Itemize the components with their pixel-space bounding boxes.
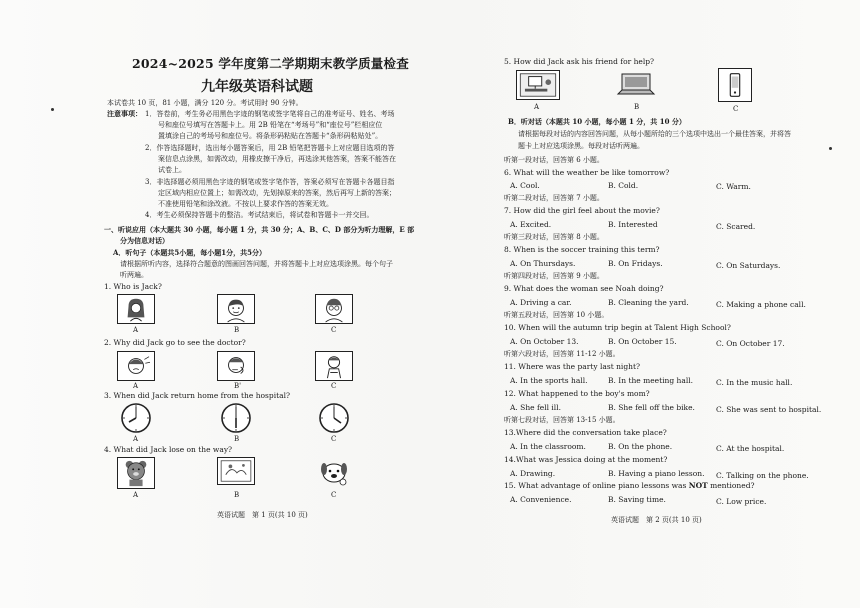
q3-option-a-clock[interactable] xyxy=(118,402,154,434)
question-3: 3. When did Jack return home from the hospital? xyxy=(104,391,291,400)
q2-option-b-picture[interactable] xyxy=(217,351,255,381)
part-b-heading: B．听对话（本题共 10 小题，每小题 1 分，共 10 分） xyxy=(508,117,686,126)
stomachache-icon xyxy=(316,352,352,380)
q1-option-b-picture[interactable] xyxy=(217,294,255,324)
q4-label-b: B xyxy=(234,491,240,499)
q3-option-b-clock[interactable] xyxy=(218,402,254,434)
boy-short-hair-icon xyxy=(218,295,254,323)
q15-option-b[interactable]: B. Saving time. xyxy=(608,495,666,504)
headache-icon xyxy=(118,352,154,380)
q2-option-a-picture[interactable] xyxy=(117,351,155,381)
q11-option-a[interactable]: A. In the sports hall. xyxy=(510,376,588,385)
q4-label-a: A xyxy=(133,491,139,499)
q2-label-a: A xyxy=(133,382,139,390)
q7-option-c[interactable]: C. Scared. xyxy=(716,222,756,231)
q10-option-b[interactable]: B. On October 15. xyxy=(608,337,677,346)
q7-option-a[interactable]: A. Excited. xyxy=(510,220,552,229)
q9-option-c[interactable]: C. Making a phone call. xyxy=(716,300,806,309)
part-a-heading: A．听句子（本题共5小题，每小题1分，共5分） xyxy=(113,248,267,257)
toy-dog-icon xyxy=(315,457,353,489)
q13-option-c[interactable]: C. At the hospital. xyxy=(716,444,785,453)
dialogue-6-label: 听第六段对话，回答第 11-12 小题。 xyxy=(504,350,620,358)
question-11: 11. Where was the party last night? xyxy=(504,362,640,371)
q4-option-a-picture[interactable] xyxy=(117,457,155,489)
q5-option-a-picture[interactable] xyxy=(516,70,560,100)
q1-option-c-picture[interactable] xyxy=(315,294,353,324)
clock-icon xyxy=(218,402,254,434)
teddy-bear-icon xyxy=(118,458,154,488)
q13-option-a[interactable]: A. In the classroom. xyxy=(510,442,586,451)
computer-desk-icon xyxy=(517,71,559,99)
q13-option-b[interactable]: B. On the phone. xyxy=(608,442,673,451)
note-line: 试卷上。 xyxy=(158,166,186,174)
q7-option-b[interactable]: B. Interested xyxy=(608,220,658,229)
toothache-icon xyxy=(218,352,254,380)
note-line: 号和座位号填写在答题卡上。用 2B 铅笔在“考场号”和“座位号”栏相应位 xyxy=(158,121,383,129)
note-line: 不准使用铅笔和涂改液。不按以上要求作答的答案无效。 xyxy=(158,200,333,208)
part-b-instructions-cont: 题卡上对应选项涂黑。每段对话听两遍。 xyxy=(518,142,644,150)
question-7: 7. How did the girl feel about the movie? xyxy=(504,206,660,215)
question-2: 2. Why did Jack go to see the doctor? xyxy=(104,338,246,347)
dialogue-5-label: 听第五段对话，回答第 10 小题。 xyxy=(504,311,609,319)
question-8: 8. When is the soccer training this term? xyxy=(504,245,660,254)
q9-option-b[interactable]: B. Cleaning the yard. xyxy=(608,298,689,307)
notes-label: 注意事项： xyxy=(107,109,142,118)
picture-card-icon xyxy=(218,458,254,484)
q15-text-end: mentioned? xyxy=(707,481,755,490)
dialogue-2-label: 听第二段对话，回答第 7 小题。 xyxy=(504,194,604,202)
q11-option-c[interactable]: C. In the music hall. xyxy=(716,378,793,387)
q3-label-b: B xyxy=(234,435,240,443)
q5-option-b-picture[interactable] xyxy=(616,70,656,100)
q14-option-b[interactable]: B. Having a piano lesson. xyxy=(608,469,705,478)
exam-subtitle: 九年级英语科试题 xyxy=(201,79,313,95)
note-line: 案信息点涂黑，如需改动，用橡皮擦干净后，再选涂其他答案，答案不能答在 xyxy=(158,155,396,163)
mobile-phone-icon xyxy=(719,69,751,101)
part-a-instructions-cont: 听两遍。 xyxy=(120,271,148,279)
question-13: 13.Where did the conversation take place? xyxy=(504,428,667,437)
q2-label-c: C xyxy=(331,382,337,390)
q11-option-b[interactable]: B. In the meeting hall. xyxy=(608,376,694,385)
part-b-instructions: 请根据每段对话的内容回答问题，从每小题所给的三个选项中选出一个最佳答案，并将答 xyxy=(518,130,791,138)
q5-label-b: B xyxy=(634,103,640,111)
q4-option-c-picture[interactable] xyxy=(315,457,353,489)
q8-option-a[interactable]: A. On Thursdays. xyxy=(510,259,576,268)
part-a-instructions: 请根据所听内容，选择符合题意的图画回答问题，并将答题卡上对应选项涂黑。每个句子 xyxy=(120,260,393,268)
q2-option-c-picture[interactable] xyxy=(315,351,353,381)
q5-option-c-picture[interactable] xyxy=(718,68,752,102)
question-4: 4. What did Jack lose on the way? xyxy=(104,445,233,454)
q8-option-c[interactable]: C. On Saturdays. xyxy=(716,261,781,270)
boy-glasses-icon xyxy=(316,295,352,323)
section-1-heading-cont: 分为信息对话） xyxy=(120,236,169,245)
q5-label-a: A xyxy=(534,103,540,111)
note-line: 3．非选择题必须用黑色字迹的钢笔或签字笔作答，答案必须写在答题卡各题目指 xyxy=(145,178,395,186)
binding-hole-mark xyxy=(829,147,832,150)
page-2 xyxy=(430,0,860,608)
note-line: 2．作答选择题时，选出每小题答案后，用 2B 铅笔把答题卡上对应题目选项的答 xyxy=(145,144,395,152)
dialogue-3-label: 听第三段对话，回答第 8 小题。 xyxy=(504,233,604,241)
q15-option-a[interactable]: A. Convenience. xyxy=(510,495,572,504)
q3-option-c-clock[interactable] xyxy=(316,402,352,434)
q8-option-b[interactable]: B. On Fridays. xyxy=(608,259,663,268)
question-5: 5. How did Jack ask his friend for help? xyxy=(504,57,655,66)
section-1-heading: 一、听说应用（本大题共 30 小题，每小题 1 分，共 30 分；A、B、C、D 部分为听力理解，E 部 xyxy=(104,225,415,234)
q14-option-a[interactable]: A. Drawing. xyxy=(510,469,556,478)
dialogue-4-label: 听第四段对话，回答第 9 小题。 xyxy=(504,272,604,280)
question-1: 1. Who is Jack? xyxy=(104,282,162,291)
q2-label-b: B' xyxy=(234,382,242,390)
question-9: 9. What does the woman see Noah doing? xyxy=(504,284,664,293)
page-1-footer: 英语试题 第 1 页(共 10 页) xyxy=(217,511,308,519)
laptop-icon xyxy=(616,70,656,100)
q15-option-c[interactable]: C. Low price. xyxy=(716,497,767,506)
q14-option-c[interactable]: C. Talking on the phone. xyxy=(716,471,809,480)
q1-option-a-picture[interactable] xyxy=(117,294,155,324)
question-14: 14.What was Jessica doing at the moment? xyxy=(504,455,668,464)
clock-icon xyxy=(118,402,154,434)
q12-option-c[interactable]: C. She was sent to hospital. xyxy=(716,405,822,414)
question-15 xyxy=(504,481,755,490)
intro-text: 本试卷共 10 页，81 小题，满分 120 分。考试用时 90 分钟。 xyxy=(107,99,303,107)
dialogue-7-label: 听第七段对话，回答第 13-15 小题。 xyxy=(504,416,620,424)
q3-label-a: A xyxy=(133,435,139,443)
q1-label-a: A xyxy=(133,326,139,334)
note-line: 4．考生必须保持答题卡的整洁。考试结束后，将试卷和答题卡一并交回。 xyxy=(145,211,374,219)
note-line: 1．答卷前，考生务必用黑色字迹的钢笔或签字笔将自己的准考证号、姓名、考场 xyxy=(145,110,395,118)
q3-label-c: C xyxy=(331,435,337,443)
q4-label-c: C xyxy=(331,491,337,499)
q6-option-c[interactable]: C. Warm. xyxy=(716,182,751,191)
question-10: 10. When will the autumn trip begin at Talent High School? xyxy=(504,323,731,332)
q10-option-a[interactable]: A. On October 13. xyxy=(510,337,579,346)
q6-option-a[interactable]: A. Cool. xyxy=(510,181,540,190)
question-12: 12. What happened to the boy's mom? xyxy=(504,389,650,398)
binding-hole-mark xyxy=(51,108,54,111)
note-line: 置填涂自己的考场号和座位号。将条形码粘贴在答题卡“条形码粘贴处”。 xyxy=(158,132,383,140)
q15-text-start: 15. What advantage of online piano lessons was xyxy=(504,481,689,490)
q1-label-c: C xyxy=(331,326,337,334)
note-line: 定区域内相应位置上；如需改动，先划掉原来的答案，然后再写上新的答案； xyxy=(158,189,396,197)
clock-icon xyxy=(316,402,352,434)
q9-option-a[interactable]: A. Driving a car. xyxy=(510,298,572,307)
q12-option-b[interactable]: B. She fell off the bike. xyxy=(608,403,695,412)
q1-label-b: B xyxy=(234,326,240,334)
q6-option-b[interactable]: B. Cold. xyxy=(608,181,639,190)
question-6: 6. What will the weather be like tomorrow? xyxy=(504,168,670,177)
q5-label-c: C xyxy=(733,105,739,113)
q12-option-a[interactable]: A. She fell ill. xyxy=(510,403,561,412)
girl-long-hair-icon xyxy=(118,295,154,323)
q10-option-c[interactable]: C. On October 17. xyxy=(716,339,785,348)
exam-title: 2024~2025 学年度第二学期期末教学质量检查 xyxy=(132,56,409,71)
q4-option-b-picture[interactable] xyxy=(217,457,255,485)
page-2-footer: 英语试题 第 2 页(共 10 页) xyxy=(611,516,702,524)
dialogue-1-label: 听第一段对话，回答第 6 小题。 xyxy=(504,156,604,164)
q15-not-emphasis: NOT xyxy=(688,481,708,490)
